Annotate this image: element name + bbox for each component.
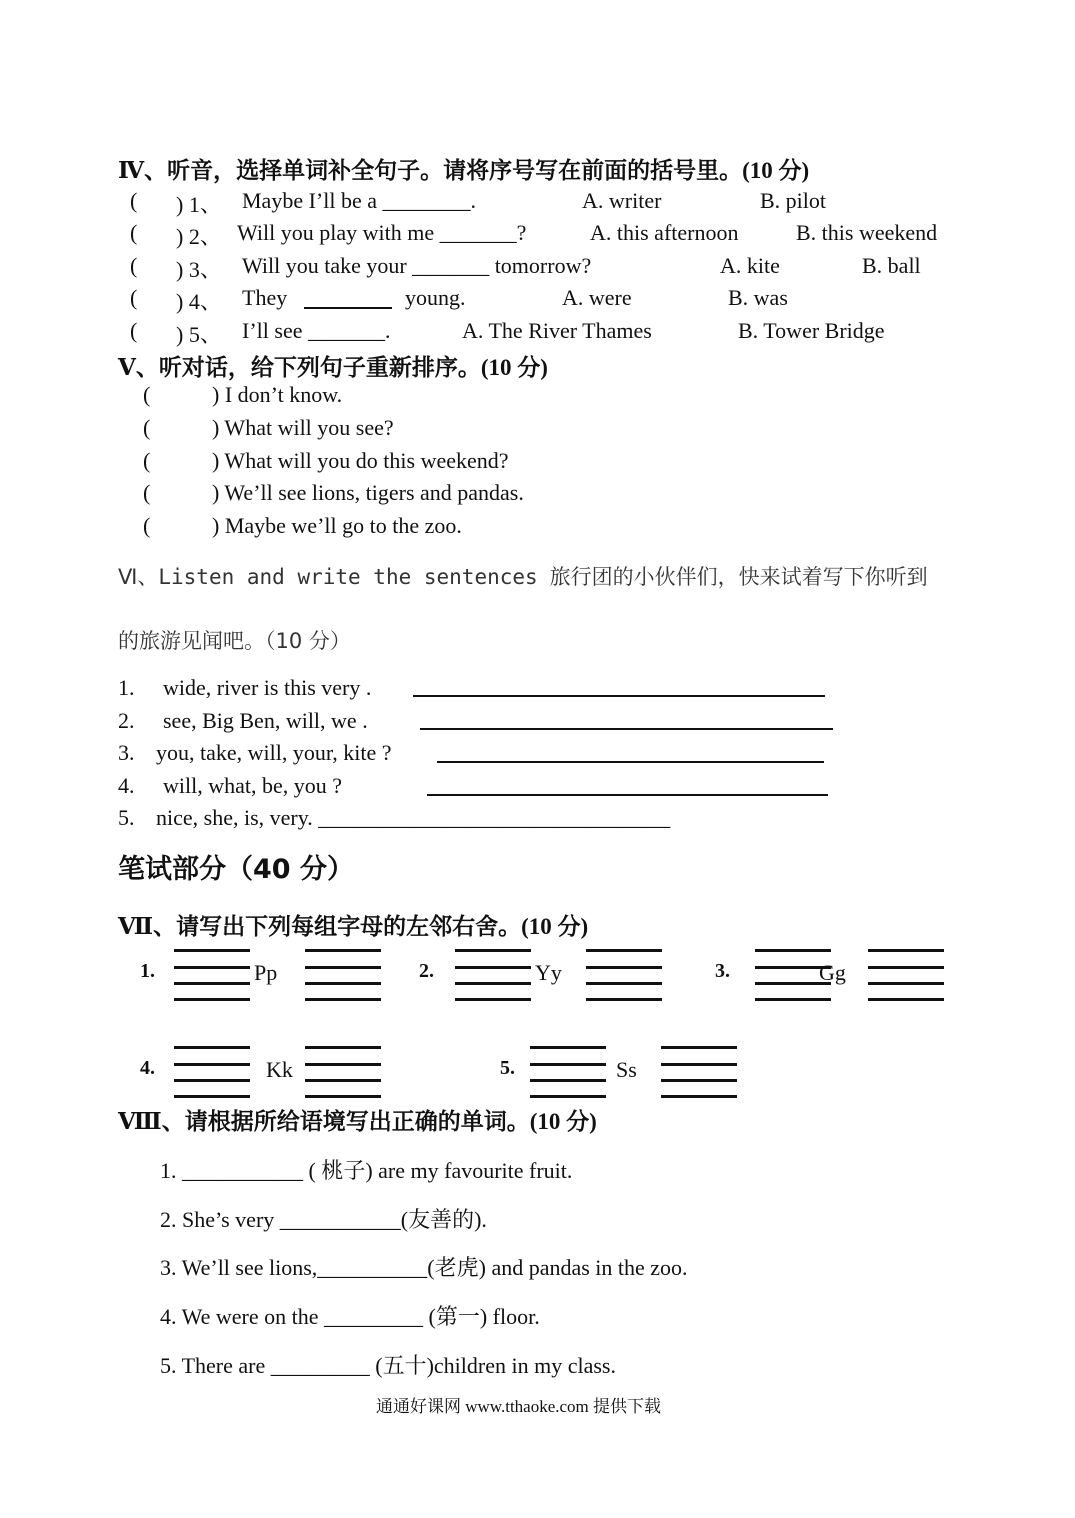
item-number: ) 4、 [176,289,222,314]
writing-lines-left [530,1046,606,1098]
answer-paren: ( [130,188,138,213]
group-number: 2. [419,960,434,982]
group-number: 4. [140,1057,155,1079]
answer-line [427,794,828,796]
item-number: ) 1、 [176,192,222,217]
written-part-title: 笔试部分（40 分） [118,854,354,885]
order-paren: ( [143,480,151,505]
option-b: B. ball [862,253,921,278]
writing-lines-right [305,1046,381,1098]
group-number: 1. [140,960,155,982]
answer-paren: ( [130,318,138,343]
scrambled-words: wide, river is this very . [163,675,372,700]
writing-lines-right [586,949,662,1001]
answer-line [420,728,833,730]
item-number: 5. [118,805,135,830]
section-6-title-cont: 的旅游见闻吧。（10 分） [118,629,351,653]
order-sentence: ) Maybe we’ll go to the zoo. [212,513,462,538]
item-sentence-end: young. [405,285,466,310]
item-number: 3. [118,740,135,765]
option-b: B. pilot [760,188,827,213]
item-number: 4. [118,773,135,798]
item-number: ) 3、 [176,257,222,282]
order-paren: ( [143,415,151,440]
given-letter: Ss [616,1057,637,1082]
item-sentence: Maybe I’ll be a ________. [242,188,476,213]
option-b: B. was [728,285,788,310]
item-number: 2. [118,708,135,733]
item-number: 1. [118,675,135,700]
option-a: A. kite [720,253,780,278]
item-sentence: Will you play with me _______? [237,220,527,245]
fill-sentence: 5. There are _________ (五十)children in my class. [160,1353,616,1378]
section-4-title: Ⅳ、听音，选择单词补全句子。请将序号写在前面的括号里。(10 分) [118,158,810,183]
writing-lines-left [455,949,531,1001]
writing-lines-left [174,1046,250,1098]
writing-lines-right [868,949,944,1001]
order-sentence: ) What will you see? [212,415,394,440]
answer-line [413,695,825,697]
writing-lines-right [661,1046,737,1098]
option-b: B. Tower Bridge [738,318,885,343]
scrambled-words: nice, she, is, very. ________________________________ [156,805,671,830]
fill-sentence: 3. We’ll see lions,__________(老虎) and pandas in the zoo. [160,1255,688,1280]
given-letter: Kk [266,1057,293,1082]
option-a: A. The River Thames [462,318,652,343]
group-number: 3. [715,960,730,982]
order-paren: ( [143,448,151,473]
answer-paren: ( [130,253,138,278]
writing-lines-left [174,949,250,1001]
scrambled-words: you, take, will, your, kite ? [156,740,392,765]
answer-paren: ( [130,220,138,245]
section-8-title: Ⅷ、请根据所给语境写出正确的单词。(10 分) [118,1109,597,1134]
answer-paren: ( [130,285,138,310]
fill-sentence: 1. ___________ ( 桃子) are my favourite fruit. [160,1158,573,1183]
item-sentence: I’ll see _______. [242,318,391,343]
given-letter: Yy [535,960,562,985]
order-sentence: ) We’ll see lions, tigers and pandas. [212,480,524,505]
given-letter: Gg [819,960,846,985]
item-number: ) 5、 [176,322,222,347]
order-paren: ( [143,513,151,538]
section-6-title-cn: 旅行团的小伙伴们，快来试着写下你听到 [549,565,928,589]
option-b: B. this weekend [796,220,938,245]
option-a: A. writer [582,188,662,213]
section-6-title-en: Ⅵ、Listen and write the sentences [118,565,538,589]
item-sentence: They [242,285,288,310]
fill-sentence: 2. She’s very ___________(友善的). [160,1207,487,1232]
item-number: ) 2、 [176,224,222,249]
option-a: A. were [562,285,632,310]
writing-lines-right [305,949,381,1001]
answer-line [437,761,824,763]
footer-credit: 通通好课网 www.tthaoke.com 提供下载 [376,1397,662,1416]
fill-sentence: 4. We were on the _________ (第一) floor. [160,1304,540,1329]
option-a: A. this afternoon [590,220,739,245]
scrambled-words: see, Big Ben, will, we . [163,708,368,733]
group-number: 5. [500,1057,515,1079]
item-sentence: Will you take your _______ tomorrow? [242,253,592,278]
scrambled-words: will, what, be, you ? [163,773,343,798]
answer-blank [304,307,392,309]
section-6-title [118,561,928,591]
section-7-title: Ⅶ、请写出下列每组字母的左邻右舍。(10 分) [118,914,589,939]
order-sentence: ) I don’t know. [212,382,343,407]
order-sentence: ) What will you do this weekend? [212,448,509,473]
given-letter: Pp [254,960,278,985]
order-paren: ( [143,382,151,407]
section-5-title: Ⅴ、听对话，给下列句子重新排序。(10 分) [118,355,548,380]
